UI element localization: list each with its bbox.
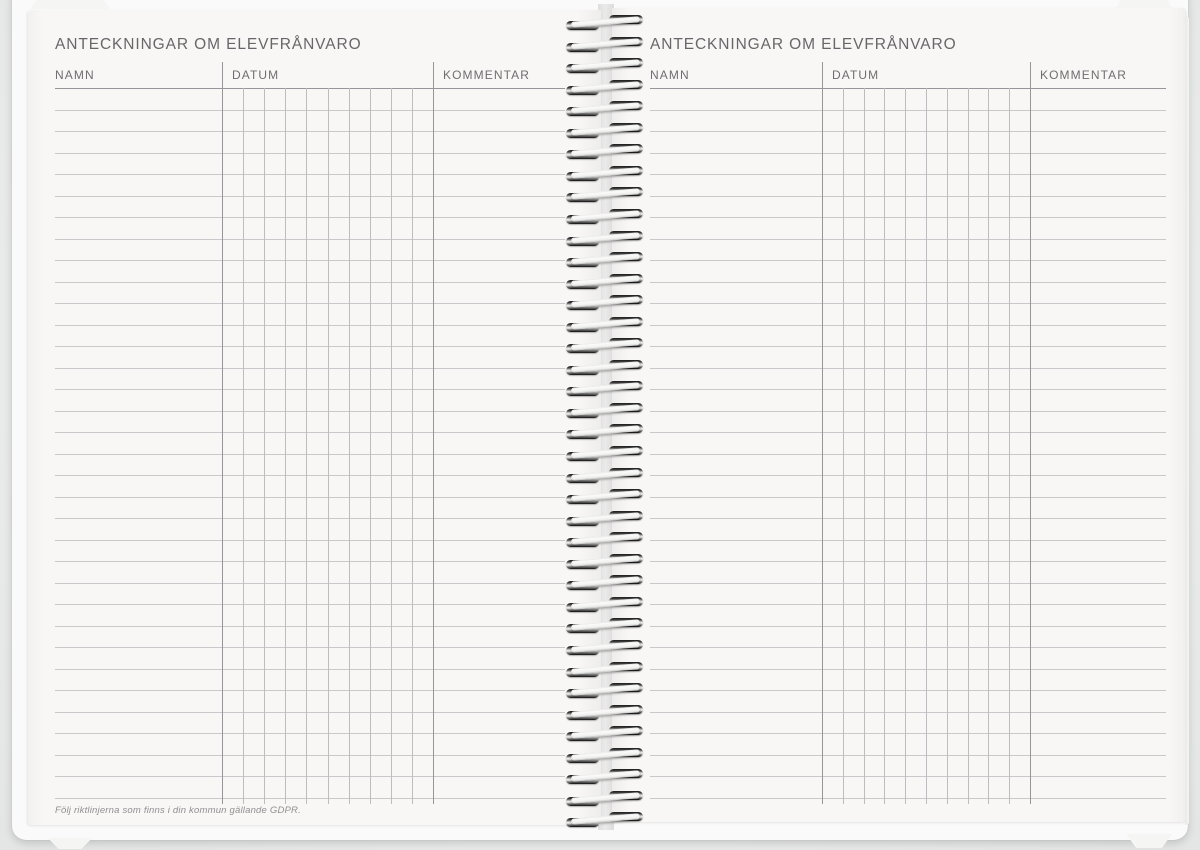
ruled-line: [55, 647, 565, 648]
column-divider: [1030, 62, 1031, 804]
datum-grid-line: [988, 88, 989, 804]
datum-grid-line: [864, 88, 865, 804]
spiral-loop: [556, 141, 656, 162]
ruled-line: [650, 346, 1166, 347]
ruled-line: [650, 518, 1166, 519]
coil-wire-band: [571, 749, 640, 761]
coil-wire-band: [571, 469, 640, 481]
spiral-loop: [556, 659, 656, 680]
ruled-line: [650, 647, 1166, 648]
coil-wire-band: [571, 296, 640, 308]
spiral-loop: [556, 292, 656, 313]
coil-wire-band: [571, 577, 640, 589]
spiral-loop: [556, 809, 656, 830]
coil-wire-band: [571, 210, 640, 222]
datum-grid-line: [947, 88, 948, 804]
ruled-line: [650, 303, 1166, 304]
datum-grid-line: [905, 88, 906, 804]
spiral-loop: [556, 421, 656, 442]
ruled-line: [55, 368, 565, 369]
spiral-loop: [556, 443, 656, 464]
ruled-line: [650, 131, 1166, 132]
ruled-line: [650, 776, 1166, 777]
ruled-line: [650, 217, 1166, 218]
ruled-line: [55, 540, 565, 541]
coil-wire-band: [571, 814, 640, 826]
datum-grid-line: [370, 88, 371, 804]
coil-wire-band: [571, 189, 640, 201]
column-divider: [822, 62, 823, 804]
column-header-namn: NAMN: [55, 68, 95, 82]
spiral-loop: [556, 34, 656, 55]
spiral-loop: [556, 615, 656, 636]
ruled-line: [55, 604, 565, 605]
coil-wire-band: [571, 275, 640, 287]
ruled-line: [650, 368, 1166, 369]
ruled-line: [650, 196, 1166, 197]
ruled-line: [650, 432, 1166, 433]
header-underline: [650, 88, 1166, 89]
coil-wire-band: [571, 598, 640, 610]
absence-table: [612, 8, 1185, 822]
ruled-line: [55, 153, 565, 154]
coil-wire-band: [571, 383, 640, 395]
spiral-loop: [556, 163, 656, 184]
absence-table: [28, 10, 601, 825]
ruled-line: [55, 518, 565, 519]
ruled-line: [55, 325, 565, 326]
coil-wire-band: [571, 555, 640, 567]
spiral-loop: [556, 77, 656, 98]
ruled-line: [55, 346, 565, 347]
coil-wire-band: [571, 404, 640, 416]
spiral-loop: [556, 702, 656, 723]
datum-grid-line: [243, 88, 244, 804]
coil-wire-band: [571, 81, 640, 93]
ruled-line: [650, 174, 1166, 175]
spiral-loop: [556, 335, 656, 356]
coil-wire-band: [571, 490, 640, 502]
page-title: ANTECKNINGAR OM ELEVFRÅNVARO: [55, 36, 362, 53]
datum-grid-line: [968, 88, 969, 804]
column-divider: [433, 62, 434, 804]
ruled-line: [55, 626, 565, 627]
ruled-line: [55, 174, 565, 175]
coil-wire-band: [571, 59, 640, 71]
ruled-line: [650, 153, 1166, 154]
datum-grid-line: [412, 88, 413, 804]
column-header-kommentar: KOMMENTAR: [1040, 68, 1128, 82]
datum-grid-line: [285, 88, 286, 804]
ruled-line: [650, 626, 1166, 627]
coil-wire-band: [571, 124, 640, 136]
column-header-datum: DATUM: [832, 68, 880, 82]
spiral-loop: [556, 508, 656, 529]
coil-wire-band: [571, 232, 640, 244]
cover-tab: [48, 838, 92, 849]
coil-wire-band: [571, 361, 640, 373]
coil-wire-band: [571, 684, 640, 696]
ruled-line: [650, 755, 1166, 756]
coil-wire-band: [571, 167, 640, 179]
ruled-line: [650, 110, 1166, 111]
ruled-line: [55, 690, 565, 691]
spiral-loop: [556, 594, 656, 615]
spiral-loop: [556, 723, 656, 744]
cover-tab: [30, 0, 110, 9]
ruled-line: [650, 260, 1166, 261]
coil-wire-band: [571, 426, 640, 438]
ruled-line: [55, 411, 565, 412]
ruled-line: [55, 260, 565, 261]
spiral-loop: [556, 12, 656, 33]
ruled-line: [55, 389, 565, 390]
ruled-line: [650, 540, 1166, 541]
ruled-line: [55, 776, 565, 777]
coil-wire-band: [571, 706, 640, 718]
coil-wire-band: [571, 620, 640, 632]
datum-grid-line: [843, 88, 844, 804]
ruled-line: [55, 432, 565, 433]
spiral-loop: [556, 98, 656, 119]
spiral-loop: [556, 55, 656, 76]
ruled-line: [55, 712, 565, 713]
ruled-line: [650, 712, 1166, 713]
ruled-line: [650, 583, 1166, 584]
column-divider: [222, 62, 223, 804]
ruled-line: [55, 282, 565, 283]
ruled-line: [650, 561, 1166, 562]
spiral-loop: [556, 766, 656, 787]
ruled-line: [55, 454, 565, 455]
spiral-loop: [556, 465, 656, 486]
ruled-line: [55, 798, 565, 799]
ruled-line: [55, 475, 565, 476]
coil-wire-band: [571, 253, 640, 265]
gdpr-footer-note: Följ riktlinjerna som finns i din kommun gällande GDPR.: [55, 805, 301, 816]
coil-wire-band: [571, 16, 640, 28]
ruled-line: [650, 325, 1166, 326]
datum-grid-line: [391, 88, 392, 804]
coil-wire-band: [571, 318, 640, 330]
cover-tab: [1126, 834, 1172, 848]
spiral-loop: [556, 486, 656, 507]
spiral-loop: [556, 572, 656, 593]
coil-wire-band: [571, 146, 640, 158]
spiral-loop: [556, 745, 656, 766]
ruled-line: [55, 303, 565, 304]
right-page: [612, 8, 1185, 822]
spiral-loop: [556, 551, 656, 572]
coil-wire-band: [571, 533, 640, 545]
spiral-loop: [556, 680, 656, 701]
ruled-line: [55, 583, 565, 584]
ruled-line: [650, 669, 1166, 670]
coil-wire-band: [571, 641, 640, 653]
spiral-loop: [556, 228, 656, 249]
coil-wire-band: [571, 38, 640, 50]
ruled-line: [650, 733, 1166, 734]
spiral-loop: [556, 400, 656, 421]
spiral-loop: [556, 249, 656, 270]
ruled-line: [650, 239, 1166, 240]
spiral-loop: [556, 271, 656, 292]
ruled-line: [650, 604, 1166, 605]
spiral-loop: [556, 357, 656, 378]
ruled-line: [55, 239, 565, 240]
page-title: ANTECKNINGAR OM ELEVFRÅNVARO: [650, 36, 957, 53]
datum-grid-line: [264, 88, 265, 804]
coil-wire-band: [571, 770, 640, 782]
ruled-line: [55, 110, 565, 111]
datum-grid-line: [884, 88, 885, 804]
ruled-line: [650, 475, 1166, 476]
ruled-line: [55, 561, 565, 562]
ruled-line: [650, 454, 1166, 455]
header-underline: [55, 88, 565, 89]
coil-wire-band: [571, 663, 640, 675]
spiral-binding: [556, 10, 656, 842]
ruled-line: [55, 669, 565, 670]
coil-wire-band: [571, 447, 640, 459]
spiral-loop: [556, 378, 656, 399]
spiral-loop: [556, 314, 656, 335]
coil-wire-band: [571, 512, 640, 524]
column-header-datum: DATUM: [232, 68, 280, 82]
spiral-loop: [556, 529, 656, 550]
ruled-line: [55, 733, 565, 734]
coil-wire-band: [571, 727, 640, 739]
ruled-line: [650, 411, 1166, 412]
ruled-line: [55, 196, 565, 197]
spiral-loop: [556, 184, 656, 205]
ruled-line: [650, 497, 1166, 498]
column-header-namn: NAMN: [650, 68, 690, 82]
spiral-loop: [556, 788, 656, 809]
ruled-line: [650, 690, 1166, 691]
coil-wire-band: [571, 792, 640, 804]
coil-wire-band: [571, 102, 640, 114]
datum-grid-line: [349, 88, 350, 804]
datum-grid-line: [1009, 88, 1010, 804]
ruled-line: [55, 497, 565, 498]
ruled-line: [650, 389, 1166, 390]
ruled-line: [55, 217, 565, 218]
left-page: [28, 10, 601, 825]
ruled-line: [650, 282, 1166, 283]
ruled-line: [650, 798, 1166, 799]
ruled-line: [55, 131, 565, 132]
column-header-kommentar: KOMMENTAR: [443, 68, 531, 82]
ruled-line: [55, 755, 565, 756]
spiral-loop: [556, 206, 656, 227]
datum-grid-line: [926, 88, 927, 804]
spiral-loop: [556, 120, 656, 141]
spiral-loop: [556, 637, 656, 658]
datum-grid-line: [328, 88, 329, 804]
datum-grid-line: [306, 88, 307, 804]
coil-wire-band: [571, 339, 640, 351]
